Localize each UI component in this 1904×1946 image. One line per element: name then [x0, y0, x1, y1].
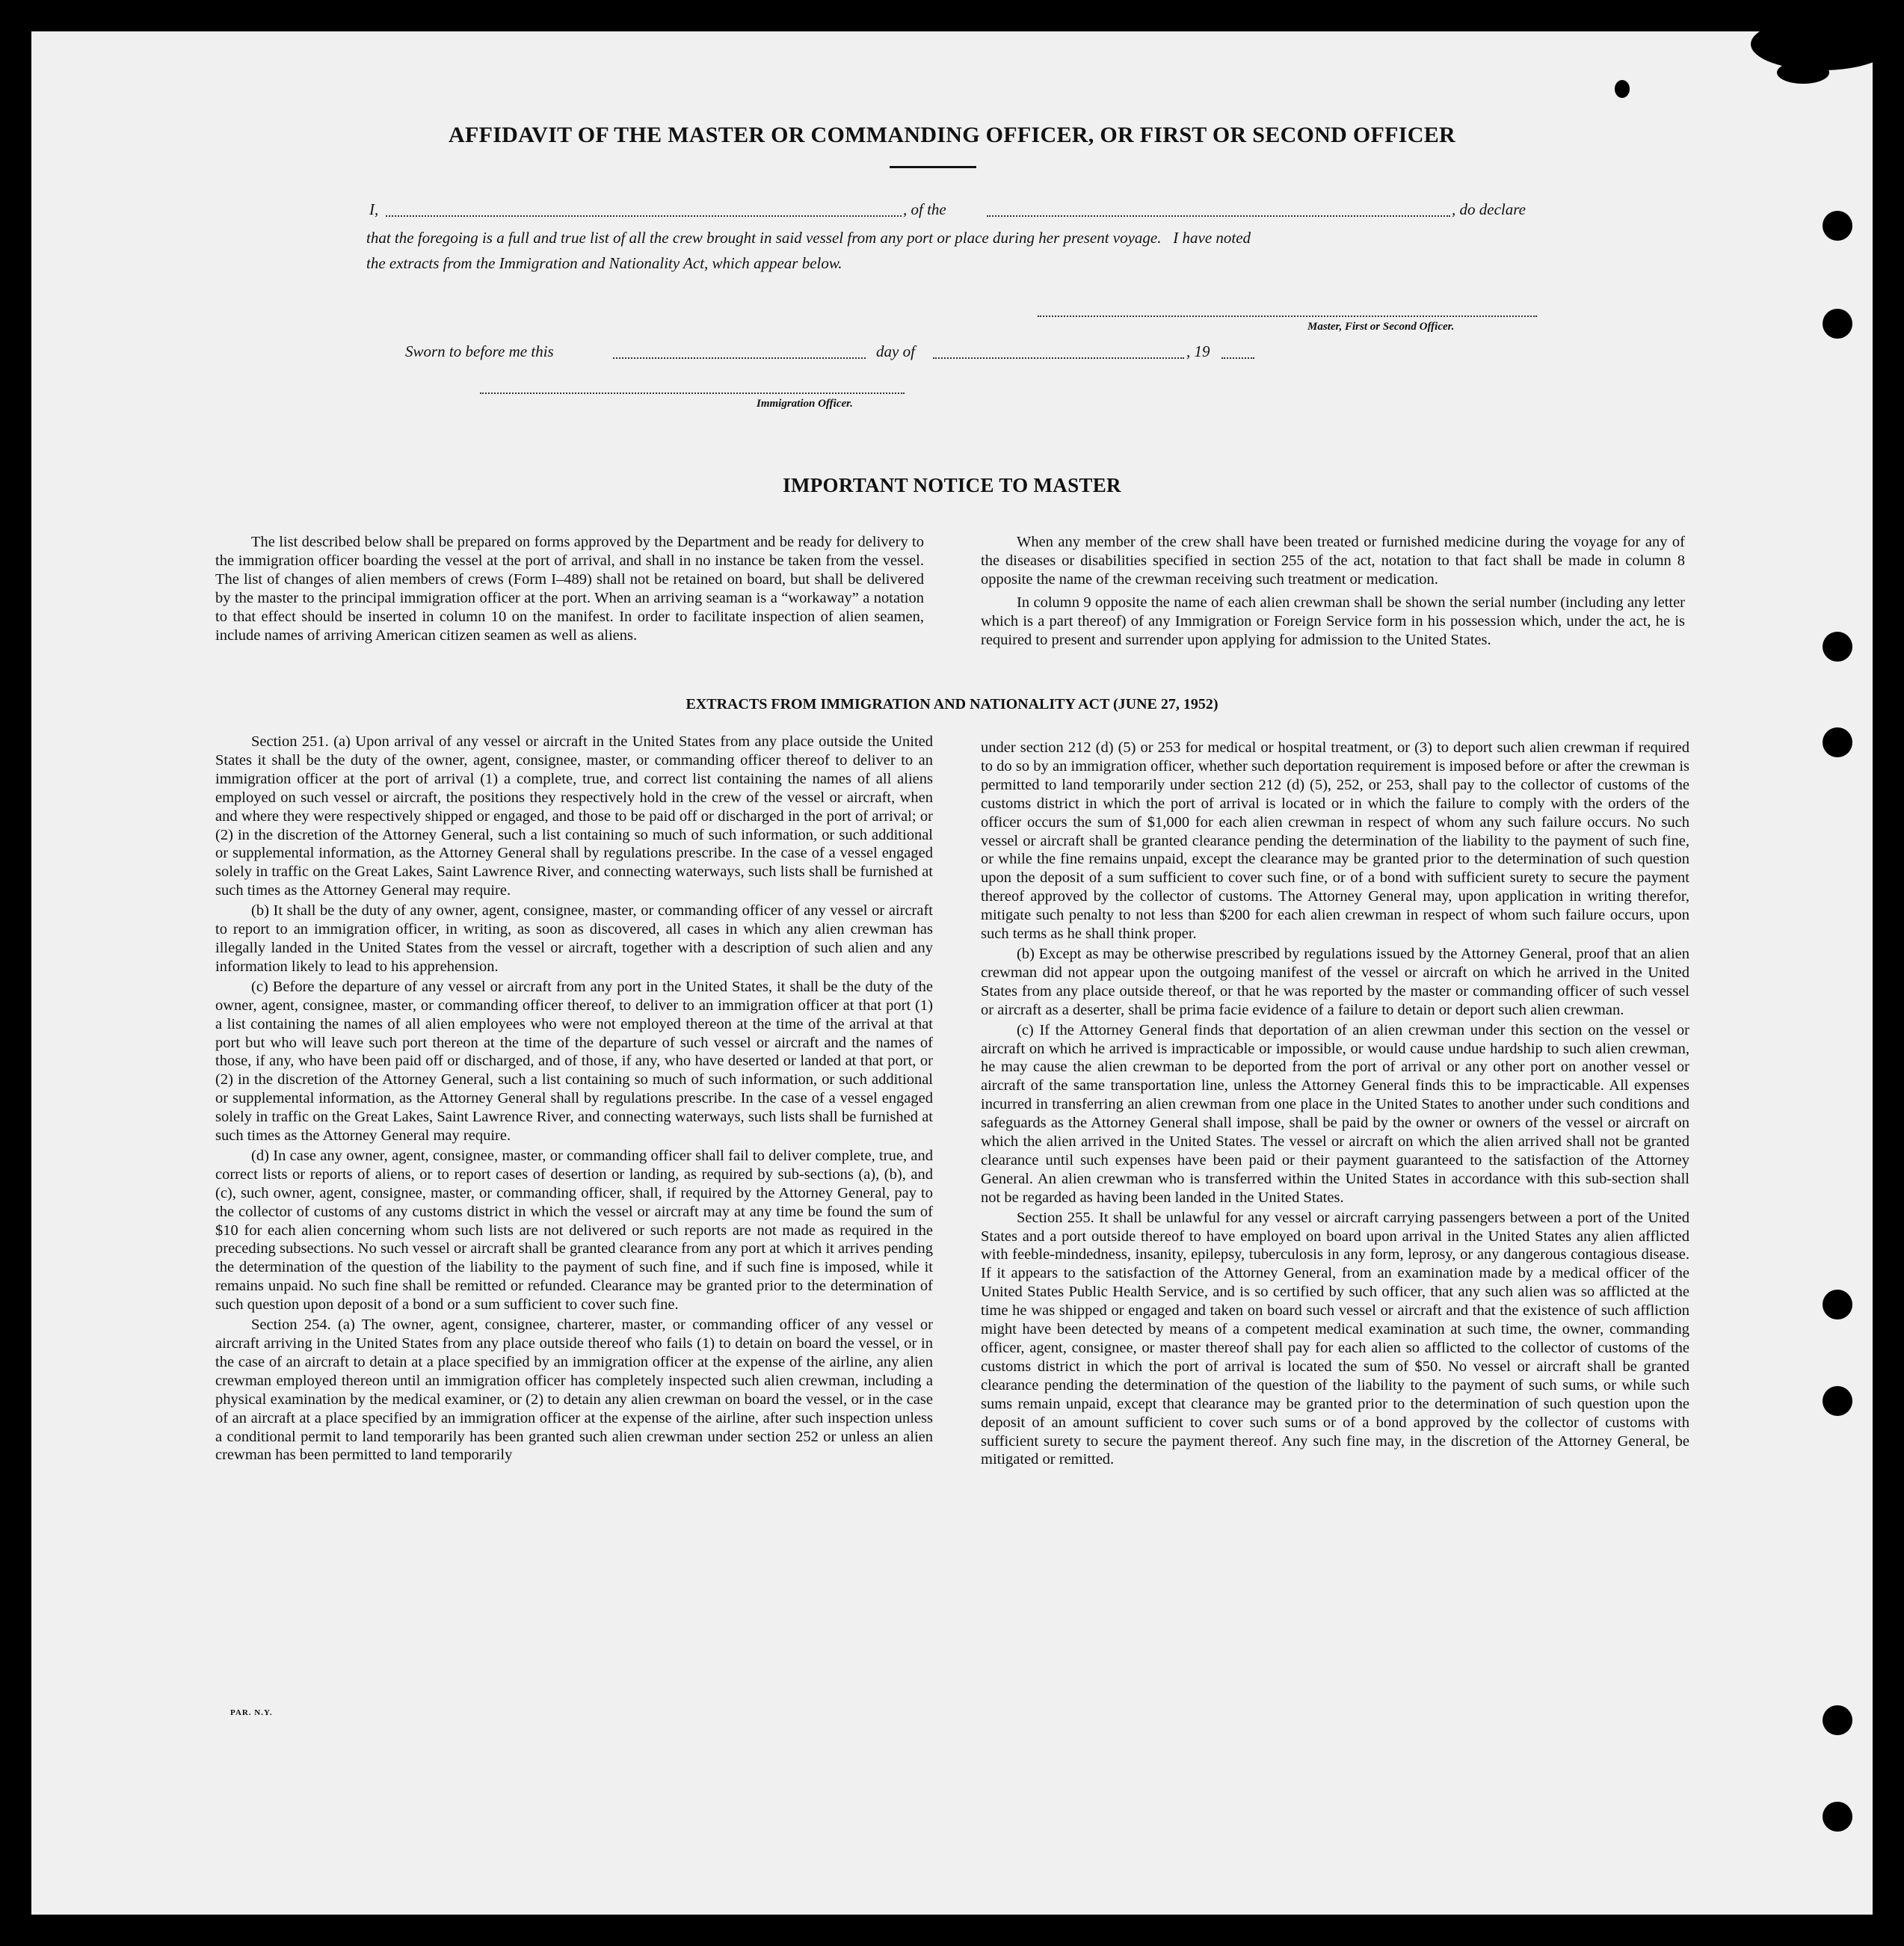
notice-left-column [215, 533, 924, 646]
affidavit-title: AFFIDAVIT OF THE MASTER OR COMMANDING OFFICER, OR FIRST OR SECOND OFFICER [448, 123, 1455, 147]
sworn-month-field[interactable] [933, 357, 1184, 359]
year-label: , 19 [1186, 342, 1210, 360]
punch-hole-8 [1823, 1802, 1852, 1832]
declarant-prefix: I, [369, 200, 379, 218]
section-254-a: Section 254. (a) The owner, agent, consignee, charterer, master, or commanding officer of any vessel or aircraft arriving in the United States from any place outside thereof who fails (1) to detain on board the vessel, or in the case of an aircraft to detain at a place specified by an immigration officer at the expense of the airline, any alien crewman employed thereon until an immigration officer has completely inspected such alien crewman, including a physical examination by the medical examiner, or (2) to detain any alien crewman on board the vessel, or in the case of an aircraft at a place specified by an immigration officer at the expense of the airline, after such inspection unless a conditional permit to land temporarily has been granted such alien crewman under section 252 or unless an alien crewman has been permitted to land temporarily [215, 1317, 933, 1464]
declaration-text-line-1: that the foregoing is a full and true list of all the crew brought in said vessel from any port or place during her present voyage. I have noted [366, 229, 1251, 247]
notice-right-paragraph-2: In column 9 opposite the name of each alien crewman shall be shown the serial number (including any letter which is a part thereof) of any Immigration or Foreign Service form in his possession which, under the act, he is required to present and surrender upon applying for admission to the United States. [981, 594, 1685, 648]
day-of-label: day of [876, 342, 915, 360]
section-251-d: (d) In case any owner, agent, consignee, master, or commanding officer shall fail to deliver complete, true, and correct lists or reports of aliens, or to report cases of desertion or landing, as required by sub-sections (a), (b), and (c), such owner, agent, consignee, master, or commanding officer, shall, if required by the Attorney General, pay to the collector of customs of any customs district in which the vessel or aircraft may at any time be found the sum of $10 for each alien concerning whom such lists are not delivered or such reports are not made as required in the preceding subsections. No such vessel or aircraft shall be granted clearance from any port at which it arrives pending the determination of the question of the liability to the payment of such fine, and if such fine is imposed, while it remains unpaid. No such fine shall be remitted or refunded. Clearance may be granted prior to the determination of such question upon deposit of a bond or a sum sufficient to cover such fine. [215, 1147, 933, 1314]
title-underline [890, 166, 976, 168]
torn-corner [1751, 18, 1893, 70]
section-251-a: Section 251. (a) Upon arrival of any vessel or aircraft in the United States from any place outside the United States it shall be the duty of the owner, agent, consignee, master, or commanding officer thereof to deliver to an immigration officer at the port of arrival (1) a complete, true, and correct list containing the names of all aliens employed on such vessel or aircraft, the positions they respectively hold in the crew of the vessel or aircraft, when and where they were respectively shipped or engaged, and those to be paid off or discharged in the port of arrival; or (2) in the discretion of the Attorney General, such a list containing so much of such information, or such additional or supplemental information, as the Attorney General shall by regulations prescribe. In the case of a vessel engaged solely in traffic on the Great Lakes, Saint Lawrence River, and connecting waterways, such lists shall be furnished at such times as the Attorney General may require. [215, 733, 933, 899]
extracts-left-column [215, 733, 933, 1466]
notice-right-column [981, 533, 1685, 650]
extracts-right-column [981, 739, 1689, 1471]
section-251-c: (c) Before the departure of any vessel or aircraft from any port in the United States, it shall be the duty of the owner, agent, consignee, master, or commanding officer thereof, to deliver to an immigration officer at that port (1) a list containing the names of all alien employees who were not employed thereon at the time of the arrival at that port but who will leave such port thereon at the time of the departure of such vessel or aircraft and the names of those, if any, who have been paid off or discharged, and of those, if any, who have deserted or landed at that port, or (2) in the discretion of the Attorney General, such a list containing so much of such information, or such additional or supplemental information, as the Attorney General shall by regulations prescribe. In the case of a vessel engaged solely in traffic on the Great Lakes, Saint Lawrence River, and connecting waterways, such lists shall be furnished at such times as the Attorney General may require. [215, 978, 933, 1145]
punch-hole-7 [1823, 1705, 1852, 1735]
sworn-prefix: Sworn to before me this [405, 342, 554, 360]
immigration-officer-label: Immigration Officer. [757, 398, 853, 410]
section-254-a-continued: under section 212 (d) (5) or 253 for medical or hospital treatment, or (3) to deport such alien crewman if required to do so by an immigration officer, whether such deportation requirement is imposed before or after the crewman is permitted to land temporarily under section 212 (d) (5), 252, or 253, shall pay to the collector of customs of the customs district in which the port of arrival is located or in which the failure to comply with the orders of the officer occurs the sum of $1,000 for each alien crewman in respect of whom any such failure occurs. No such vessel or aircraft shall be granted clearance pending the determination of the liability to the payment of such fine, or while the fine remains unpaid, except the clearance may be granted prior to the determination of such question upon the deposit of a sum sufficient to cover such fine, or of a bond with sufficient surety to secure the payment thereof approved by the collector of customs. The Attorney General may, upon application in writing therefor, mitigate such penalty to not less than $200 for each alien crewman in respect of whom such failure occurs, upon such terms as he shall think proper. [981, 739, 1689, 943]
sworn-year-field[interactable] [1221, 357, 1254, 359]
immigration-officer-signature-field[interactable] [480, 392, 905, 394]
declaration-text-line-2: the extracts from the Immigration and Nationality Act, which appear below. [366, 254, 842, 272]
of-the-label: , of the [903, 200, 946, 218]
punch-hole-5 [1823, 1290, 1852, 1320]
section-254-c: (c) If the Attorney General finds that deportation of an alien crewman under this section on the vessel or aircraft on which he arrived is impracticable or impossible, or would cause undue hardship to such alien crewman, he may cause the alien crewman to be deported from the port of arrival or any other port on another vessel or aircraft of the same transportation line, unless the Attorney General finds this to be impracticable. All expenses incurred in transferring an alien crewman from one place in the United States to another under such conditions and safeguards as the Attorney General shall impose, shall be paid by the owner or owners of the vessel or aircraft on which the alien arrived in the United States. The vessel or aircraft on which the alien arrived shall not be granted clearance until such expenses have been paid or their payment guaranteed to the satisfaction of the Attorney General. An alien crewman who is transferred within the United States in accordance with this sub-section shall not be regarded as having been landed in the United States. [981, 1021, 1689, 1206]
punch-hole-6 [1823, 1386, 1852, 1416]
extracts-title: EXTRACTS FROM IMMIGRATION AND NATIONALITY ACT (JUNE 27, 1952) [685, 696, 1219, 712]
document-page [31, 31, 1873, 1915]
master-signature-field[interactable] [1038, 315, 1537, 317]
punch-hole-1 [1823, 211, 1852, 241]
ink-spot [1615, 80, 1630, 98]
printer-mark: PAR. N.Y. [230, 1708, 273, 1717]
punch-hole-4 [1823, 727, 1852, 757]
master-signature-label: Master, First or Second Officer. [1307, 321, 1455, 333]
vessel-name-field[interactable] [987, 215, 1450, 217]
punch-hole-2 [1823, 309, 1852, 339]
torn-corner-fleck [1777, 61, 1829, 84]
section-251-b: (b) It shall be the duty of any owner, agent, consignee, master, or commanding officer of any vessel or aircraft to report to an immigration officer, in writing, as soon as discovered, all cases in which any alien crewman has illegally landed in the United States from the vessel or aircraft, together with a description of such alien and any information likely to lead to his apprehension. [215, 902, 933, 975]
notice-right-paragraph-1: When any member of the crew shall have been treated or furnished medicine during the voyage for any of the diseases or disabilities specified in section 255 of the act, notation to that fact shall be made in column 8 opposite the name of the crewman receiving such treatment or medication. [981, 534, 1685, 588]
do-declare-label: , do declare [1452, 200, 1526, 218]
notice-title: IMPORTANT NOTICE TO MASTER [783, 474, 1121, 496]
punch-hole-3 [1823, 632, 1852, 662]
notice-left-paragraph: The list described below shall be prepared on forms approved by the Department and be ready for delivery to the immigration officer boarding the vessel at the port of arrival, and shall in no instance be taken from the vessel. The list of changes of alien members of crews (Form I–489) shall not be retained on board, but shall be delivered by the master to the principal immigration officer at the port. When an arriving seaman is a “workaway” a notation to that effect should be inserted in column 10 on the manifest. In order to facilitate inspection of alien seamen, include names of arriving American citizen seamen as well as aliens. [215, 534, 924, 644]
section-255: Section 255. It shall be unlawful for any vessel or aircraft carrying passengers between a port of the United States and a port outside thereof to have employed on board upon arrival in the United States any alien afflicted with feeble-mindedness, insanity, epilepsy, tuberculosis in any form, leprosy, or any dangerous contagious disease. If it appears to the satisfaction of the Attorney General, from an examination made by a medical officer of the United States Public Health Service, and is so certified by such officer, that any such alien was so afflicted at the time he was shipped or engaged and taken on board such vessel or aircraft and that the existence of such affliction might have been detected by means of a competent medical examination at such time, the owner, commanding officer, agent, consignee, or master thereof shall pay for each alien so afflicted to the collector of customs of the customs district in which the port of arrival is located the sum of $50. No vessel or aircraft shall be granted clearance pending the determination of the question of the liability to the payment of such sums, or while such sums remain unpaid, except that clearance may be granted prior to the determination of such question upon the deposit of an amount sufficient to cover such sums or of a bond approved by the collector of customs with sufficient surety to secure the payment thereof. Any such fine may, in the discretion of the Attorney General, be mitigated or remitted. [981, 1209, 1689, 1468]
section-254-b: (b) Except as may be otherwise prescribed by regulations issued by the Attorney General, proof that an alien crewman did not appear upon the outgoing manifest of the vessel or aircraft on which he arrived in the United States from any place outside thereof, or that he was reported by the master or commanding officer of such vessel or aircraft as a deserter, shall be prima facie evidence of a failure to detain or deport such alien crewman. [981, 945, 1689, 1018]
sworn-day-field[interactable] [613, 357, 866, 359]
declarant-name-field[interactable] [386, 215, 902, 217]
